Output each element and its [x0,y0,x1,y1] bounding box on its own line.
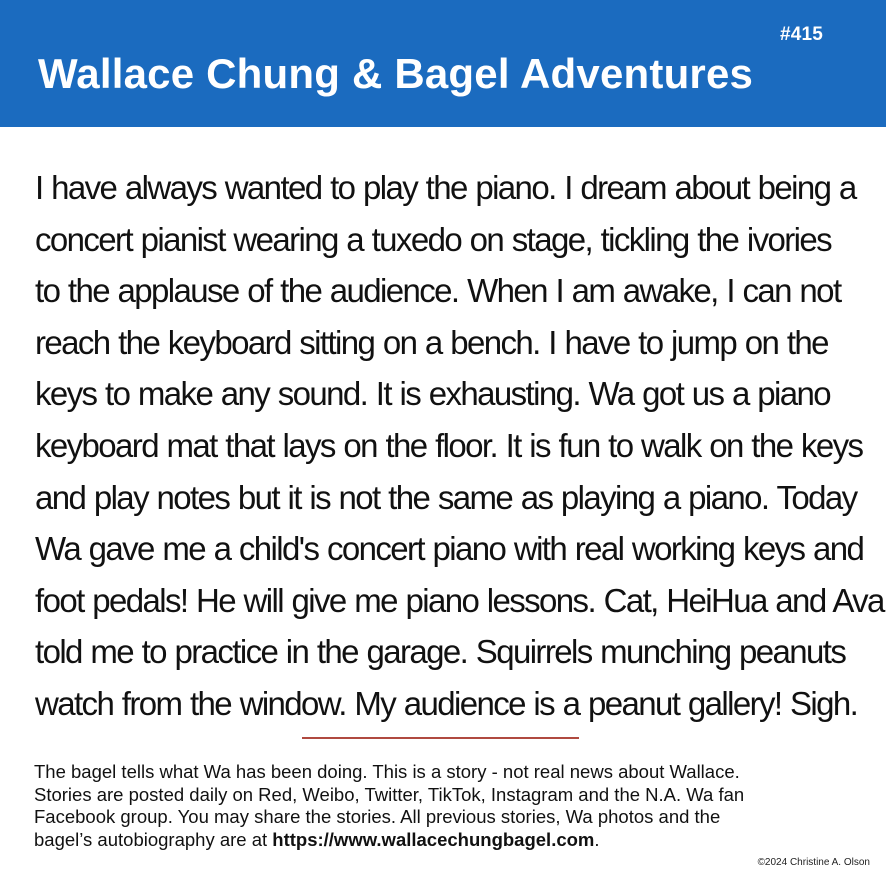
page-title: Wallace Chung & Bagel Adventures [38,50,754,97]
story-line: concert pianist wearing a tuxedo on stage, tickling the ivories [35,220,832,258]
footer-line: Facebook group. You may share the stories. All previous stories, Wa photos and the [34,806,721,827]
story-line: and play notes but it is not the same as playing a piano. Today [35,478,857,516]
story-text [35,162,884,730]
story-line: foot pedals! He will give me piano lessons. Cat, HeiHua and Ava [35,581,884,619]
story-line: told me to practice in the garage. Squirrels munching peanuts [35,633,846,671]
header-banner [0,0,886,127]
website-link[interactable]: https://www.wallacechungbagel.com [272,828,595,850]
story-line: keyboard mat that lays on the floor. It is fun to walk on the keys [35,426,863,464]
footer-note [34,761,864,851]
story-line: keys to make any sound. It is exhausting. Wa got us a piano [35,375,831,413]
footer-text: bagel’s autobiography are at [34,828,273,850]
copyright-notice: ©2024 Christine A. Olson [757,857,870,868]
footer-line-last [34,829,864,852]
footer-line: Stories are posted daily on Red, Weibo, Twitter, TikTok, Instagram and the N.A. Wa fan [34,783,745,805]
story-line: I have always wanted to play the piano. I dream about being a [35,169,856,206]
story-line: watch from the window. My audience is a peanut gallery! Sigh. [35,684,858,722]
story-line: reach the keyboard sitting on a bench. I have to jump on the [35,323,828,361]
footer-period: . [594,828,600,850]
story-line: to the applause of the audience. When I am awake, I can not [35,272,841,310]
divider-line [302,737,579,739]
story-line: Wa gave me a child's concert piano with real working keys and [35,530,864,568]
footer-line: The bagel tells what Wa has been doing. This is a story - not real news about Wallace. [34,761,740,782]
issue-number: #415 [780,24,824,45]
